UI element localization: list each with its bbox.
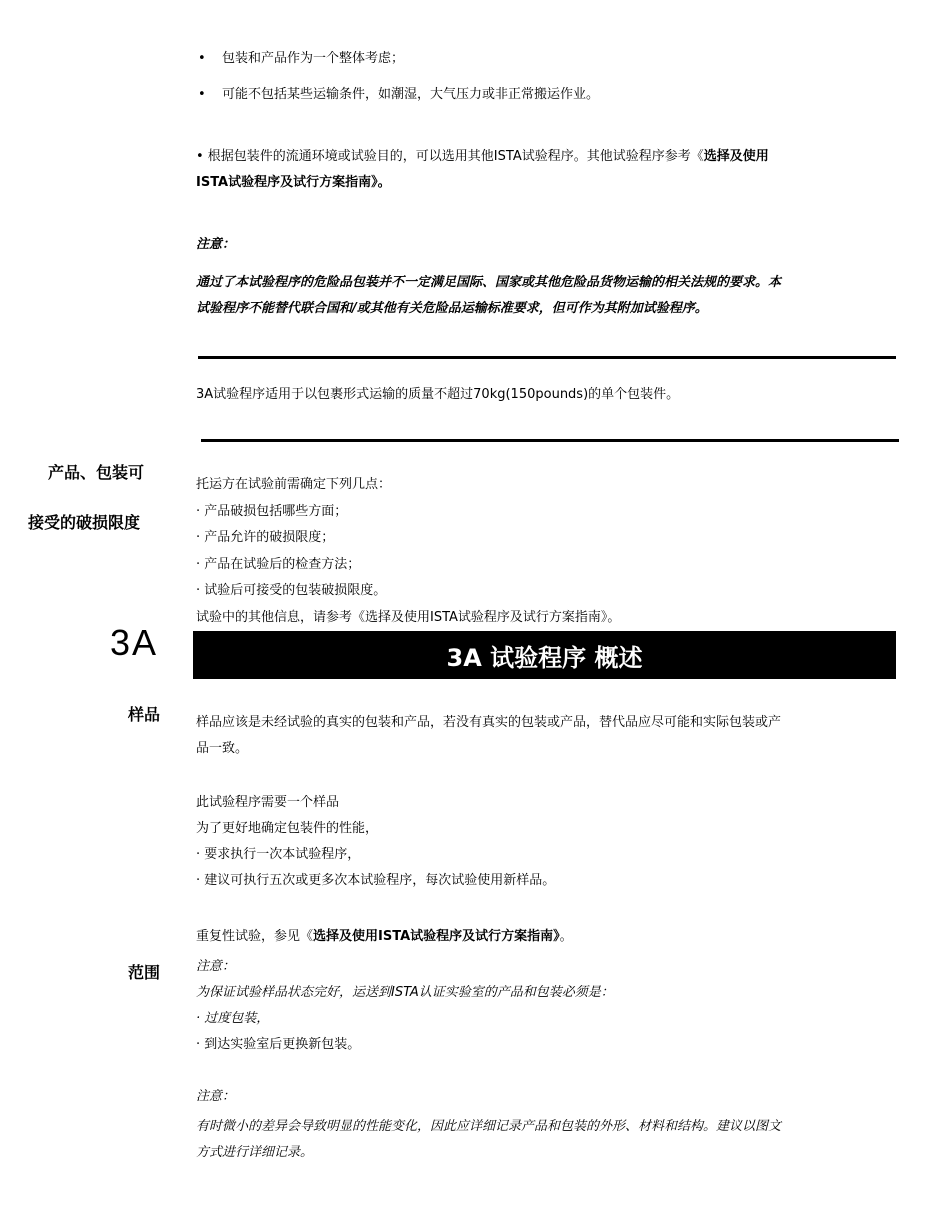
list-item: 为保证试验样品状态完好，运送到ISTA认证实验室的产品和包装必须是： [196, 985, 614, 1000]
list-item: · 产品破损包括哪些方面； [196, 503, 348, 519]
list-item: · 产品在试验后的检查方法； [196, 556, 361, 572]
bullet-dot-icon: • [198, 87, 206, 102]
list-item: · 试验后可接受的包装破损限度。 [196, 583, 387, 598]
list-item: · 产品允许的破损限度； [196, 530, 335, 545]
list-item: · 要求执行一次本试验程序， [196, 847, 361, 862]
other-procedures-paragraph: • 根据包装件的流通环境或试验目的，可以选用其他ISTA试验程序。其他试验程序参考《选择及使用 ISTA试验程序及试行方案指南》。 [196, 149, 769, 190]
scope-note [196, 954, 614, 1058]
dangerous-goods-note: 通过了本试验程序的危险品包装并不一定满足国际、国家或其他危险品货物运输的相关法规的要求。本 试验程序不能替代联合国和/或其他有关危险品运输标准要求，但可作为其附加试验程序。 [196, 275, 782, 316]
list-item: · 建议可执行五次或更多次本试验程序，每次试验使用新样品。 [196, 873, 556, 888]
note-label: 注意： [196, 959, 236, 974]
section-heading-damage: 接受的破损限度 [28, 513, 141, 532]
intro-bullet: • 包装和产品作为一个整体考虑； [198, 51, 405, 66]
section-heading-sample: 样品 [128, 705, 161, 724]
intro-bullet: • 可能不包括某些运输条件，如潮湿，大气压力或非正常搬运作业。 [198, 87, 600, 102]
damage-criteria-list [196, 472, 620, 631]
overview-banner: 3A 试验程序 概述 [193, 631, 896, 679]
list-item: 试验中的其他信息，请参考《选择及使用ISTA试验程序及试行方案指南》。 [196, 609, 621, 625]
note-label: 注意： [196, 1089, 236, 1104]
list-item: · 到达实验室后更换新包装。 [196, 1037, 361, 1052]
scope-note-2: 有时微小的差异会导致明显的性能变化，因此应详细记录产品和包装的外形、材料和结构。建议以图文 方式进行详细记录。 [196, 1119, 782, 1160]
bullet-dot-icon: • [198, 51, 206, 66]
procedure-code: 3A [110, 622, 159, 663]
sample-requirements-list [196, 790, 555, 894]
section-heading-scope: 范围 [128, 963, 161, 982]
list-item: 为了更好地确定包装件的性能， [196, 821, 379, 836]
list-item: 此试验程序需要一个样品 [196, 795, 340, 810]
sample-paragraph: 样品应该是未经试验的真实的包装和产品，若没有真实的包装或产品，替代品应尽可能和实际包装或产 品一致。 [196, 715, 782, 756]
list-item: 托运方在试验前需确定下列几点： [196, 477, 392, 492]
section-heading-damage: 产品、包装可 [48, 463, 145, 482]
repeat-test-text: 重复性试验，参见《选择及使用ISTA试验程序及试行方案指南》。 [196, 929, 573, 944]
note-label: 注意： [196, 237, 236, 252]
divider [198, 356, 896, 359]
applicability-text: 3A试验程序适用于以包裹形式运输的质量不超过70kg(150pounds)的单个包装件。 [196, 387, 680, 402]
divider [201, 439, 899, 442]
list-item: · 过度包装， [196, 1011, 270, 1026]
